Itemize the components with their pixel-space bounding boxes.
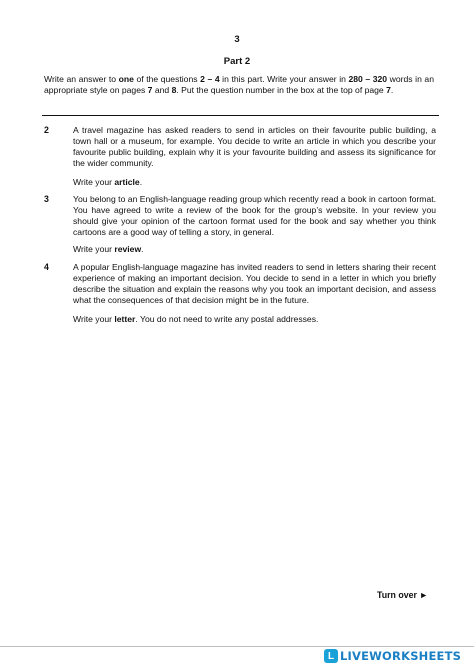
question-number: 4 bbox=[44, 262, 49, 272]
write-suffix: . bbox=[139, 177, 143, 187]
write-suffix: . You do not need to write any postal addresses. bbox=[135, 314, 319, 324]
question-number: 3 bbox=[44, 194, 49, 204]
instructions-text: words in an appropriate style on pages bbox=[44, 74, 434, 95]
logo-icon: L bbox=[324, 649, 338, 663]
turn-over-label: Turn over ► bbox=[377, 590, 429, 600]
instructions-text: in this part. Write your answer in bbox=[219, 74, 349, 84]
footer-divider bbox=[0, 646, 474, 647]
part-title: Part 2 bbox=[223, 56, 251, 67]
instructions bbox=[44, 74, 434, 96]
instructions-emphasis: 280 – 320 bbox=[348, 74, 388, 84]
page-number: 3 bbox=[234, 34, 240, 45]
instructions-text: of the questions bbox=[133, 74, 201, 84]
instructions-emphasis: 7 bbox=[147, 85, 153, 95]
instructions-emphasis: 2 – 4 bbox=[200, 74, 220, 84]
question-text: You belong to an English-language reading group which recently read a book in cartoon format. You have agreed to write a review of the book for the group’s website. In your review you should give your opinion of the cartoon format used for the book and say whether you think cartoons are a good way of telling a story, in general. bbox=[73, 194, 436, 237]
task-type: review bbox=[114, 244, 142, 254]
question-text: A popular English-language magazine has invited readers to send in letters sharing their recent experience of making an important decision. You decide to send in a letter in which you briefly describe the situation and explain the reasons why you took an important decision, and assess what the consequences of that decision might be in the future. bbox=[73, 262, 436, 305]
write-prefix: Write your bbox=[73, 244, 115, 254]
footer bbox=[0, 646, 474, 670]
question-text: A travel magazine has asked readers to send in articles on their favourite public building, a town hall or a museum, for example. You decide to write an article in which you describe your favourite public building, explain why it is your favourite building and assess its significance for the wider community. bbox=[73, 125, 436, 168]
task-type: letter bbox=[114, 314, 136, 324]
divider bbox=[42, 115, 439, 116]
liveworksheets-logo[interactable] bbox=[324, 649, 461, 663]
write-suffix: . bbox=[141, 244, 144, 254]
instructions-text: . Put the question number in the box at the top of page bbox=[176, 85, 387, 95]
write-instruction bbox=[73, 314, 318, 324]
write-prefix: Write your bbox=[73, 314, 115, 324]
instructions-emphasis: 7 bbox=[386, 85, 391, 95]
instructions-text: Write an answer to bbox=[44, 74, 119, 84]
logo-text: LIVEWORKSHEETS bbox=[340, 649, 462, 663]
instructions-text: and bbox=[152, 85, 172, 95]
question-number: 2 bbox=[44, 125, 49, 135]
task-type: article bbox=[114, 177, 140, 187]
instructions-emphasis: one bbox=[118, 74, 134, 84]
instructions-emphasis: 8 bbox=[171, 85, 177, 95]
write-prefix: Write your bbox=[73, 177, 115, 187]
write-instruction bbox=[73, 244, 144, 254]
instructions-text: . bbox=[390, 85, 394, 95]
write-instruction bbox=[73, 177, 142, 187]
